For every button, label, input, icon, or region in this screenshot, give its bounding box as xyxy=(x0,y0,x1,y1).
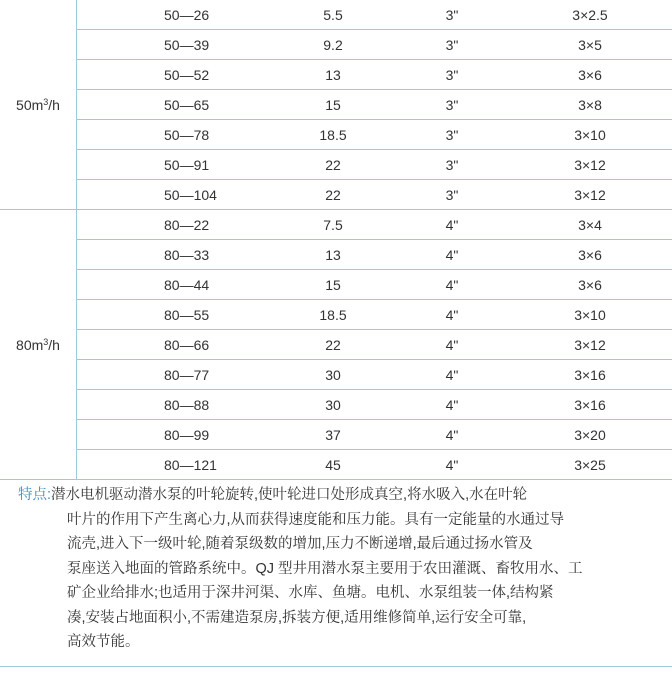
power-cell: 22 xyxy=(325,186,341,203)
model-cell: 50—78 xyxy=(164,126,210,143)
table-row xyxy=(76,90,672,120)
outlet-cell: 3" xyxy=(445,96,459,113)
flow-group xyxy=(0,210,672,480)
features-text-line: 流壳,进入下一级叶轮,随着泵级数的增加,压力不断递增,最后通过扬水管及 xyxy=(67,536,533,552)
stages-cell: 3×6 xyxy=(578,246,602,263)
power-cell: 30 xyxy=(325,396,341,413)
features-text-line: 泵座送入地面的管路系统中。QJ 型井用潜水泵主要用于农田灌溉、畜牧用水、工 xyxy=(67,560,583,577)
power-cell: 13 xyxy=(325,66,341,83)
flow-rate-superscript: 3 xyxy=(43,337,49,347)
power-cell: 9.2 xyxy=(323,36,343,53)
table-row xyxy=(76,270,672,300)
outlet-cell: 3" xyxy=(445,36,459,53)
stages-cell: 3×10 xyxy=(574,306,606,323)
outlet-cell: 3" xyxy=(445,156,459,173)
features-text-line: 叶片的作用下产生离心力,从而获得速度能和压力能。具有一定能量的水通过导 xyxy=(67,511,565,528)
outlet-cell: 3" xyxy=(445,6,459,23)
table-row xyxy=(76,0,672,30)
outlet-cell: 4" xyxy=(445,306,459,323)
stages-cell: 3×12 xyxy=(574,186,606,203)
flow-rate-unit: 80m xyxy=(16,336,44,353)
flow-rate-label xyxy=(0,210,76,479)
outlet-cell: 3" xyxy=(445,126,459,143)
model-cell: 50—65 xyxy=(164,96,210,113)
table-row xyxy=(76,420,672,450)
features-text-line: 矿企业给排水;也适用于深井河渠、水库、鱼塘。电机、水泵组装一体,结构紧 xyxy=(67,585,554,601)
power-cell: 22 xyxy=(325,336,341,353)
table-row xyxy=(76,120,672,150)
stages-cell: 3×5 xyxy=(578,36,602,53)
power-cell: 7.5 xyxy=(323,216,343,233)
features-text-line: 凑,安装占地面积小,不需建造泵房,拆装方便,适用维修简单,运行安全可靠, xyxy=(67,609,527,626)
stages-cell: 3×12 xyxy=(574,336,606,353)
model-cell: 80—22 xyxy=(164,216,210,233)
power-cell: 13 xyxy=(325,246,341,263)
model-cell: 50—26 xyxy=(164,6,210,23)
power-cell: 18.5 xyxy=(319,126,347,143)
bottom-divider xyxy=(0,666,672,667)
power-cell: 30 xyxy=(325,366,341,383)
table-row xyxy=(76,180,672,209)
model-cell: 80—121 xyxy=(164,456,217,473)
model-cell: 50—91 xyxy=(164,156,210,173)
model-cell: 80—99 xyxy=(164,426,210,443)
model-cell: 50—104 xyxy=(164,186,217,203)
features-text-line: 潜水电机驱动潜水泵的叶轮旋转,使叶轮进口处形成真空,将水吸入,水在叶轮 xyxy=(51,487,528,503)
features-text-line: 高效节能。 xyxy=(67,634,140,650)
power-cell: 15 xyxy=(325,96,341,113)
model-cell: 80—55 xyxy=(164,306,210,323)
table-row xyxy=(76,450,672,479)
outlet-cell: 4" xyxy=(445,276,459,293)
model-cell: 80—66 xyxy=(164,336,210,353)
outlet-cell: 3" xyxy=(445,66,459,83)
outlet-cell: 4" xyxy=(445,426,459,443)
stages-cell: 3×2.5 xyxy=(572,6,608,23)
features-first-line xyxy=(18,483,658,508)
stages-cell: 3×6 xyxy=(578,276,602,293)
stages-cell: 3×10 xyxy=(574,126,606,143)
flow-group xyxy=(0,0,672,210)
model-cell: 80—77 xyxy=(164,366,210,383)
table-row xyxy=(76,390,672,420)
table-row xyxy=(76,300,672,330)
stages-cell: 3×4 xyxy=(578,216,602,233)
stages-cell: 3×16 xyxy=(574,366,606,383)
model-cell: 50—39 xyxy=(164,36,210,53)
flow-rate-suffix: /h xyxy=(48,96,60,113)
model-cell: 80—33 xyxy=(164,246,210,263)
outlet-cell: 4" xyxy=(445,396,459,413)
stages-cell: 3×16 xyxy=(574,396,606,413)
power-cell: 45 xyxy=(325,456,341,473)
features-label: 特点: xyxy=(18,487,52,503)
table-row xyxy=(76,30,672,60)
stages-cell: 3×8 xyxy=(578,96,602,113)
outlet-cell: 4" xyxy=(445,336,459,353)
table-row xyxy=(76,330,672,360)
outlet-cell: 4" xyxy=(445,216,459,233)
power-cell: 37 xyxy=(325,426,341,443)
power-cell: 5.5 xyxy=(323,6,343,23)
table-row xyxy=(76,360,672,390)
power-cell: 18.5 xyxy=(319,306,347,323)
table-row xyxy=(76,150,672,180)
stages-cell: 3×6 xyxy=(578,66,602,83)
model-cell: 80—44 xyxy=(164,276,210,293)
outlet-cell: 4" xyxy=(445,246,459,263)
features-description xyxy=(18,483,658,655)
table-row xyxy=(76,60,672,90)
flow-rate-suffix: /h xyxy=(48,336,60,353)
stages-cell: 3×25 xyxy=(574,456,606,473)
table-row xyxy=(76,210,672,240)
model-cell: 80—88 xyxy=(164,396,210,413)
stages-cell: 3×20 xyxy=(574,426,606,443)
outlet-cell: 4" xyxy=(445,366,459,383)
stages-cell: 3×12 xyxy=(574,156,606,173)
table-row xyxy=(76,240,672,270)
outlet-cell: 4" xyxy=(445,456,459,473)
flow-rate-superscript: 3 xyxy=(43,97,49,107)
model-cell: 50—52 xyxy=(164,66,210,83)
power-cell: 15 xyxy=(325,276,341,293)
flow-rate-label xyxy=(0,0,76,209)
power-cell: 22 xyxy=(325,156,341,173)
flow-rate-unit: 50m xyxy=(16,96,44,113)
outlet-cell: 3" xyxy=(445,186,459,203)
